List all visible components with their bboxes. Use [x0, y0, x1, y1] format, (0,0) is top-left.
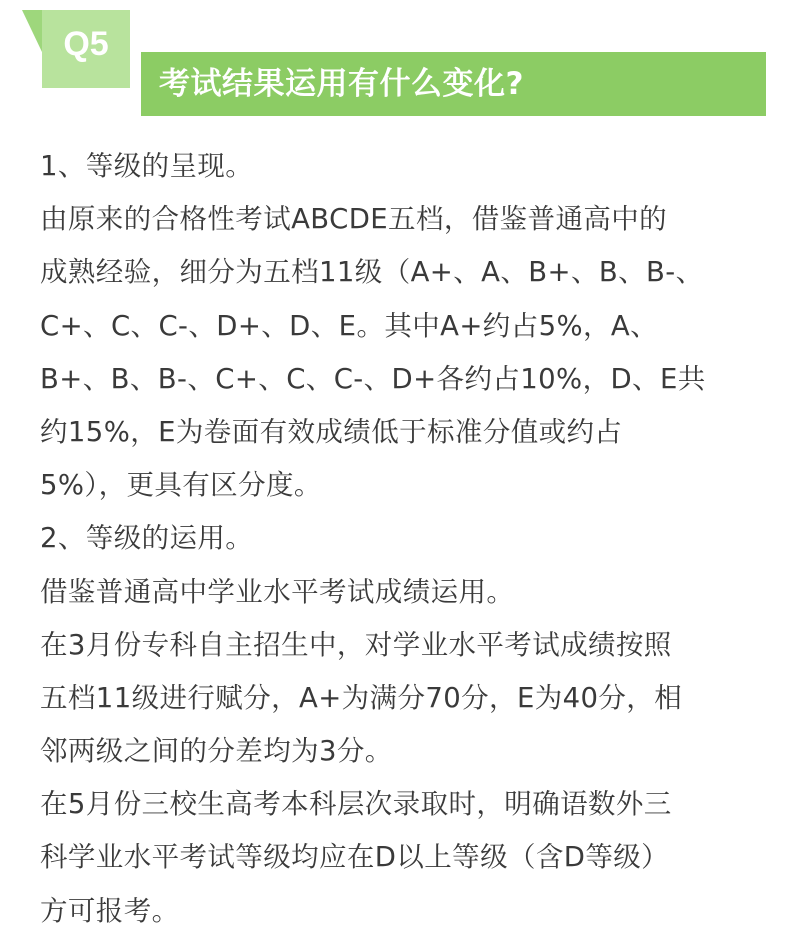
- text-line: 2、等级的运用。: [40, 522, 254, 555]
- text-line: 成熟经验，细分为五档11级（A+、A、B+、B、B-、: [40, 256, 704, 289]
- question-number: Q5: [63, 25, 109, 63]
- text-line: 方可报考。: [40, 894, 180, 927]
- text-line: 科学业水平考试等级均应在D以上等级（含D等级）: [40, 841, 670, 874]
- question-badge: [42, 10, 130, 88]
- text-line: 在5月份三校生高考本科层次录取时，明确语数外三: [40, 788, 672, 821]
- text-line: 5%），更具有区分度。: [40, 469, 322, 502]
- badge-fold-decoration: [22, 10, 42, 52]
- text-line: B+、B、B-、C+、C、C-、D+各约占10%，D、E共: [40, 362, 706, 395]
- text-line: 由原来的合格性考试ABCDE五档，借鉴普通高中的: [40, 203, 668, 236]
- text-line: 1、等级的呈现。: [40, 150, 254, 182]
- text-line: 邻两级之间的分差均为3分。: [40, 735, 393, 768]
- text-line: 在3月份专科自主招生中，对学业水平考试成绩按照: [40, 628, 672, 661]
- text-line: 借鉴普通高中学业水平考试成绩运用。: [40, 575, 515, 608]
- section-header: [0, 0, 788, 130]
- text-line: 约15%，E为卷面有效成绩低于标准分值或约占: [40, 415, 623, 448]
- text-line: C+、C、C-、D+、D、E。其中A+约占5%，A、: [40, 309, 659, 342]
- text-line: 五档11级进行赋分，A+为满分70分，E为40分，相: [40, 681, 683, 714]
- title-bar: [141, 52, 766, 116]
- section-title: 考试结果运用有什么变化?: [159, 66, 524, 102]
- article-body: [40, 140, 752, 938]
